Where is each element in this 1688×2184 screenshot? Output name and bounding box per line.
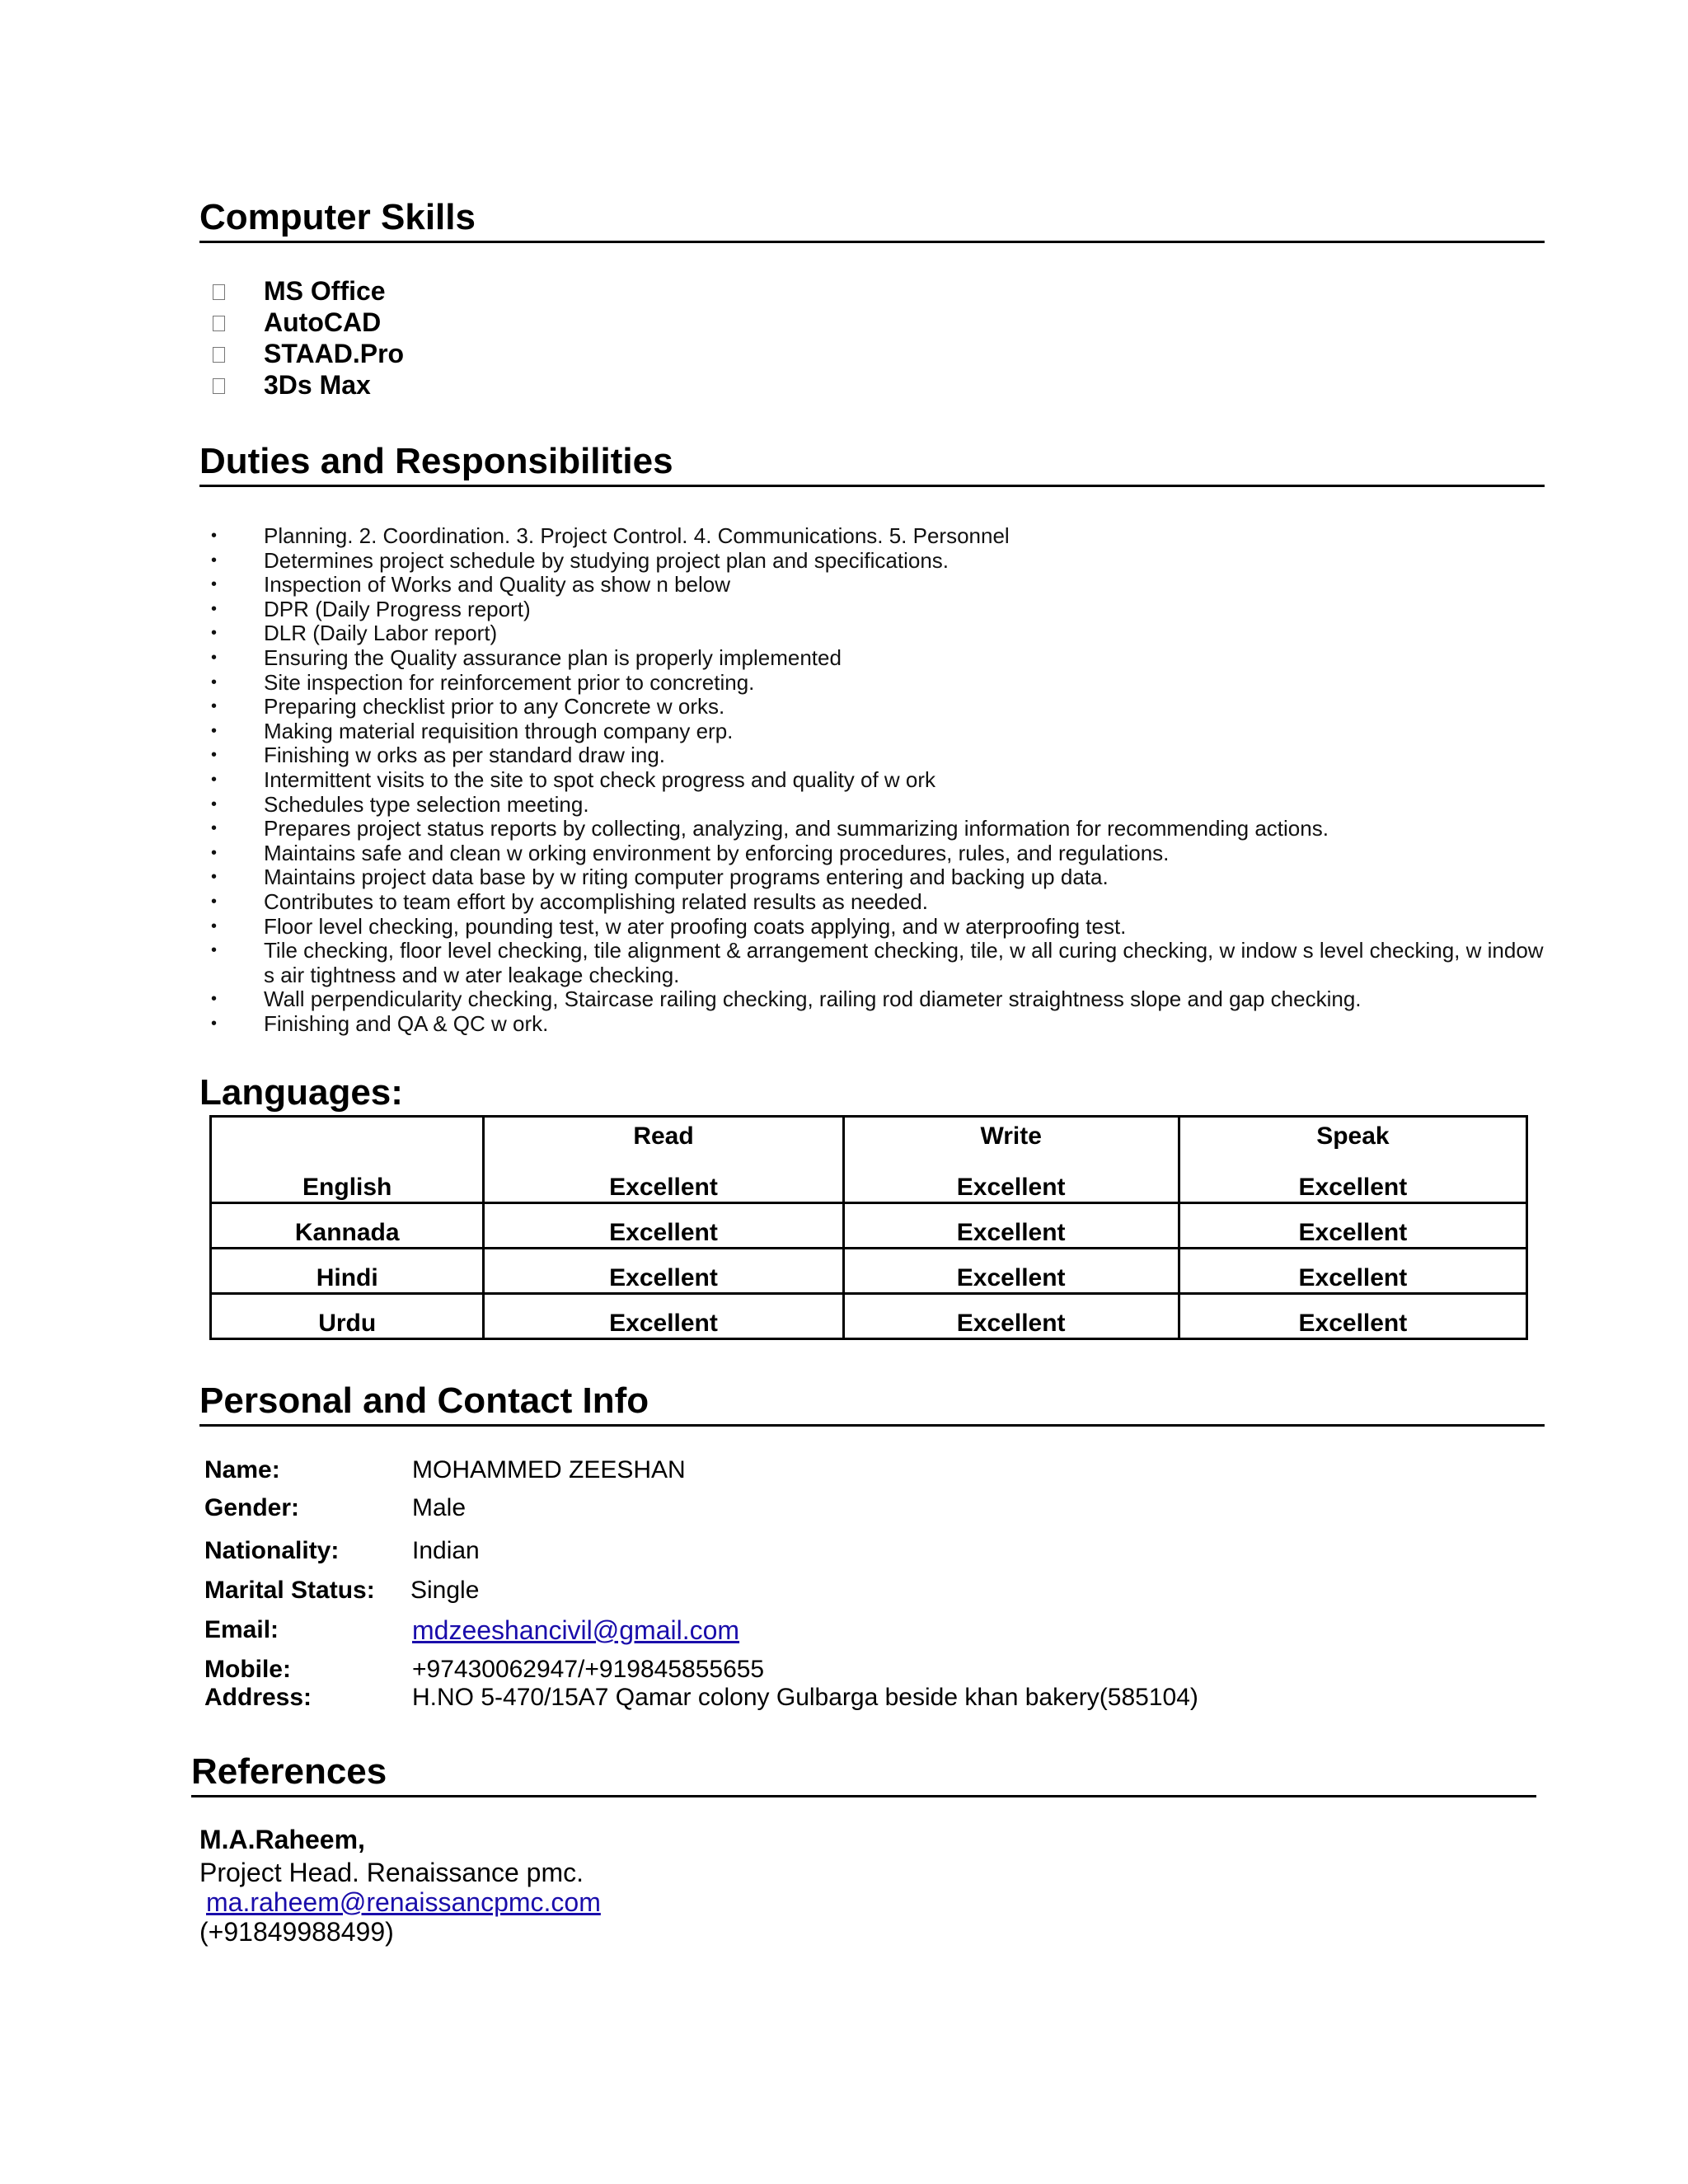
table-cell: English	[211, 1117, 484, 1203]
bullet-icon: •	[211, 624, 218, 643]
reference-name: M.A.Raheem,	[199, 1825, 365, 1854]
bullet-icon: •	[211, 575, 218, 594]
computer-skills-list	[206, 275, 404, 401]
duties-heading: Duties and Responsibilities	[199, 440, 1545, 487]
duty-item: • Preparing checklist prior to any Concrete w orks.	[211, 694, 725, 719]
checkbox-icon	[213, 378, 225, 394]
table-row	[211, 1117, 1527, 1203]
table-cell: Excellent	[1179, 1294, 1526, 1339]
skill-item: 3Ds Max	[206, 369, 404, 401]
name-value: MOHAMMED ZEESHAN	[412, 1456, 686, 1483]
personal-info-heading: Personal and Contact Info	[199, 1380, 1545, 1427]
computer-skills-heading: Computer Skills	[199, 196, 1545, 243]
nationality-value: Indian	[412, 1537, 480, 1564]
table-cell: Excellent	[484, 1203, 843, 1249]
mobile-value: +97430062947/+919845855655	[412, 1656, 765, 1683]
duty-item: • Wall perpendicularity checking, Staircase railing checking, railing rod diameter straightness slope and gap checking.	[211, 987, 1362, 1012]
bullet-icon: •	[211, 648, 218, 667]
reference-phone: (+91849988499)	[199, 1917, 394, 1947]
duty-item: • Determines project schedule by studying project plan and specifications.	[211, 547, 950, 573]
bullet-icon: •	[211, 892, 218, 911]
skill-item: STAAD.Pro	[206, 338, 404, 369]
checkbox-icon	[213, 347, 225, 363]
duty-item: • Intermittent visits to the site to spot check progress and quality of w ork	[211, 766, 936, 792]
bullet-icon: •	[211, 868, 218, 887]
skill-item: MS Office	[206, 275, 404, 307]
duty-item: • Tile checking, floor level checking, tile alignment & arrangement checking, tile, w all curing checking, w indow s level checking, w indow s air tightness and w ater leakage checking.	[211, 938, 1544, 987]
table-cell: Excellent	[843, 1203, 1179, 1249]
table-cell: Excellent	[843, 1249, 1179, 1294]
duty-item: • Floor level checking, pounding test, w ater proofing coats applying, and w aterproofing test.	[211, 913, 1127, 939]
bullet-icon: •	[211, 843, 218, 862]
table-cell: Excellent	[1179, 1249, 1526, 1294]
duty-item: • Inspection of Works and Quality as show n below	[211, 572, 731, 598]
table-cell: Urdu	[211, 1294, 484, 1339]
bullet-icon: •	[211, 1014, 218, 1033]
table-cell: Excellent	[1179, 1203, 1526, 1249]
duties-list	[206, 524, 1550, 1036]
bullet-icon: •	[211, 599, 218, 618]
bullet-icon: •	[211, 746, 218, 765]
duty-item: • Site inspection for reinforcement prior to concreting.	[211, 669, 755, 695]
table-cell: Hindi	[211, 1249, 484, 1294]
bullet-icon: •	[211, 990, 218, 1009]
duty-item: • DLR (Daily Labor report)	[211, 621, 498, 646]
bullet-icon: •	[211, 819, 218, 838]
table-row	[211, 1203, 1527, 1249]
address-value: H.NO 5-470/15A7 Qamar colony Gulbarga beside khan bakery(585104)	[412, 1684, 1198, 1711]
checkbox-icon	[213, 284, 225, 300]
duty-item: • Contributes to team effort by accomplishing related results as needed.	[211, 888, 928, 914]
duty-item: • Making material requisition through company erp.	[211, 718, 734, 743]
skill-item: AutoCAD	[206, 307, 404, 338]
bullet-icon: •	[211, 794, 218, 813]
table-row	[211, 1294, 1527, 1339]
reference-position: Project Head. Renaissance pmc.	[199, 1858, 584, 1887]
duty-item: • Finishing w orks as per standard draw ing.	[211, 743, 666, 768]
bullet-icon: •	[211, 770, 218, 789]
table-cell: Kannada	[211, 1203, 484, 1249]
email-link[interactable]: mdzeeshancivil@gmail.com	[412, 1615, 740, 1645]
duty-item: • Ensuring the Quality assurance plan is properly implemented	[211, 644, 842, 670]
duty-item: • Maintains project data base by w riting computer programs entering and backing up data.	[211, 865, 1109, 890]
duty-item: • Finishing and QA & QC w ork.	[211, 1010, 549, 1036]
duty-item: • Maintains safe and clean w orking environment by enforcing procedures, rules, and regulations.	[211, 840, 1170, 865]
references-heading: References	[191, 1750, 1536, 1797]
languages-table	[209, 1115, 1528, 1340]
languages-heading: Languages:	[199, 1072, 403, 1113]
checkbox-icon	[213, 316, 225, 331]
table-cell: Excellent	[843, 1294, 1179, 1339]
duty-item: • Schedules type selection meeting.	[211, 791, 589, 817]
marital-value: Single	[410, 1577, 480, 1604]
duty-item: • DPR (Daily Progress report)	[211, 596, 531, 621]
references-block	[199, 1825, 601, 1947]
table-cell: Read Excellent	[484, 1117, 843, 1203]
table-cell: Speak Excellent	[1179, 1117, 1526, 1203]
table-cell: Excellent	[484, 1294, 843, 1339]
reference-email-link[interactable]: ma.raheem@renaissancpmc.com	[206, 1887, 601, 1917]
bullet-icon: •	[211, 527, 218, 545]
table-cell: Excellent	[484, 1249, 843, 1294]
table-row	[211, 1249, 1527, 1294]
duty-item: • Prepares project status reports by collecting, analyzing, and summarizing information for recommending actions.	[211, 816, 1329, 841]
table-cell: Write Excellent	[843, 1117, 1179, 1203]
bullet-icon: •	[211, 721, 218, 740]
gender-value: Male	[412, 1494, 467, 1521]
bullet-icon: •	[211, 551, 218, 569]
bullet-icon: •	[211, 673, 218, 691]
bullet-icon: •	[211, 916, 218, 935]
bullet-icon: •	[211, 941, 218, 960]
duty-item: • Planning. 2. Coordination. 3. Project Control. 4. Communications. 5. Personnel	[211, 523, 1010, 548]
resume-page: Computer Skills MS Office AutoCAD STAAD.Pro 3Ds Max Duties and Responsibilities • Planning. 2. Coordination. 3. Project Control. 4. Communications. 5. Personnel • Determines project schedule by studying project plan and specifications. • Inspection of Works and Quality as show n below • DPR (Daily Progress report) • DLR (Daily Labor report) • Ensuring the Quality assurance plan is properly implemented • Site inspection for reinforcement prior to concreting. • Preparing checklist prior to any Concrete w orks. • Making material requisition through company erp. • Finishing w orks as per standard draw ing. • Intermittent visits to the site to spot check progress and quality of w ork • Schedules type selection meeting. • Prepares project status reports by collecting, analyzing, and summarizing information for recommending actions. • Maintains safe and clean w orking environment by enforcing procedures, rules, and regulations. • Maintains project data base by w riting computer programs entering and backing up data. • Contributes to team effort by accomplishing related results as needed. • Floor level checking, pounding test, w ater proofing coats applying, and w aterproofing test. • Tile checking, floor level checking, tile alignment & arrangement checking, tile, w all curing checking, w indow s level checking, w indow s air tightness and w ater leakage checking. • Wall perpendicularity checking, Staircase railing checking, railing rod diameter straightness slope and gap checking. • Finishing and QA & QC w ork. Languages: English Read Excellent Write Excellent Speak Excellent Kannada Excellent Excellent Excellent Hindi Excellent Excellent Excellent Urdu Excellent Excellent Excellent Personal and Contact Info Name: MOHAMMED ZEESHAN Gender: Male Nationality: Indian Marital Status: Single Email: mdzeeshancivil@gmail.com Mobile: +97430062947/+919845855655 Address: H.NO 5-470/15A7 Qamar colony Gulbarga beside khan bakery(585104) References M.A.Raheem, Project Head. Renaissance pmc. ma.raheem@renaissancpmc.com (+91849988499)	[0, 0, 1688, 2184]
bullet-icon: •	[211, 697, 218, 716]
